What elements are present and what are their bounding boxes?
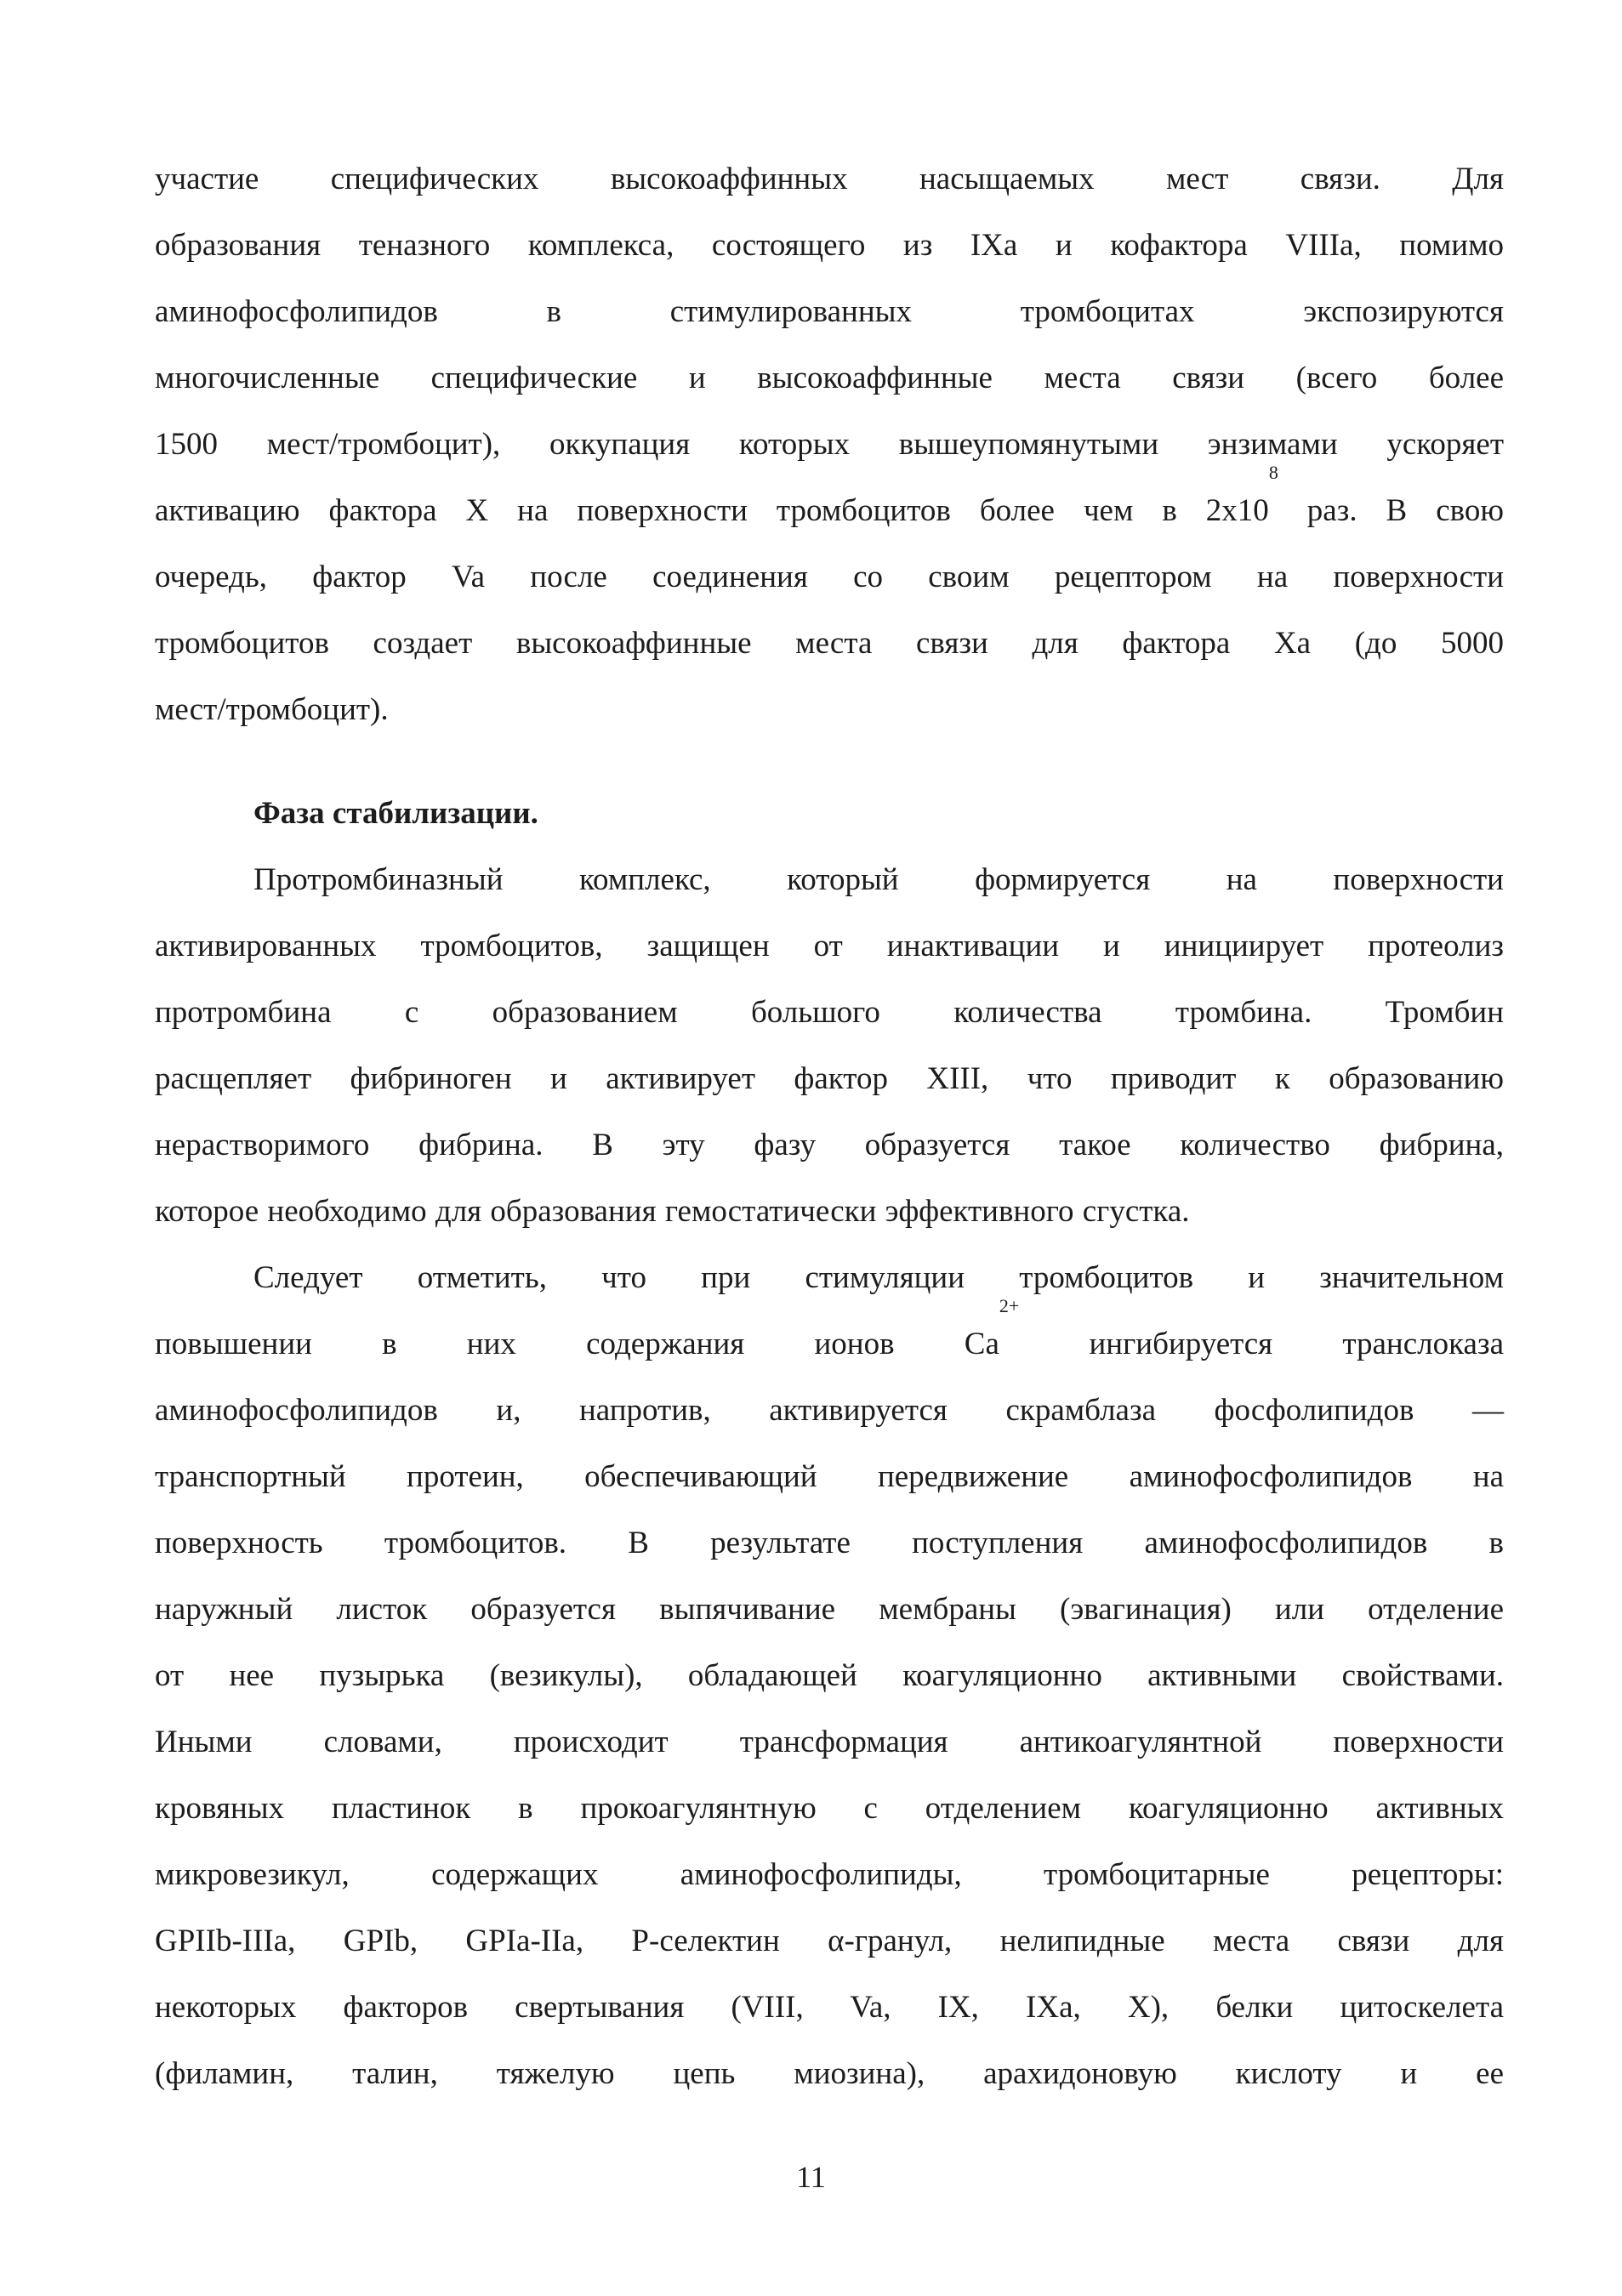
text-line: участие специфических высокоаффинных насыщаемых мест связи. Для [155,162,1504,196]
text-line: аминофосфолипидов и, напротив, активируется скрамблаза фосфолипидов — [155,1393,1504,1428]
text-line: аминофосфолипидов в стимулированных тромбоцитах экспозируются [155,294,1504,329]
paragraph-calcium [155,1245,1504,2107]
page-number: 11 [796,2160,826,2194]
text-segment: ингибируется транслоказа [1019,1327,1505,1361]
text-line: активированных тромбоцитов, защищен от инактивации и инициирует протеолиз [155,929,1504,963]
text-line: расщепляет фибриноген и активирует фактор XIII, что приводит к образованию [155,1061,1504,1096]
text-line: мест/тромбоцит). [155,692,389,727]
text-line: GPIIb-IIIa, GPIb, GPIa-IIa, P-селектин α-гранул, нелипидные места связи для [155,1924,1504,1958]
text-segment: повышении в них содержания ионов Ca [155,1327,999,1361]
text-line: поверхность тромбоцитов. В результате поступления аминофосфолипидов в [155,1526,1504,1560]
section-heading: Фаза стабилизации. [253,796,538,831]
text-segment: активацию фактора X на поверхности тромбоцитов более чем в 2x10 [155,493,1269,528]
text-line: некоторых факторов свертывания (VIII, Va, IX, IXa, X), белки цитоскелета [155,1990,1504,2025]
superscript: 8 [1268,462,1278,483]
text-line: транспортный протеин, обеспечивающий передвижение аминофосфолипидов на [155,1459,1504,1494]
text-line: 1500 мест/тромбоцит), оккупация которых вышеупомянутыми энзимами ускоряет [155,427,1504,462]
text-line: микровезикул, содержащих аминофосфолипиды, тромбоцитарные рецепторы: [155,1857,1504,1892]
superscript: 2+ [999,1295,1020,1316]
paragraph-continued [155,146,1504,743]
text-line: которое необходимо для образования гемостатически эффективного сгустка. [155,1194,1190,1229]
text-line: кровяных пластинок в прокоагулянтную с отделением коагуляционно активных [155,1791,1504,1826]
text-segment: раз. В свою [1278,493,1504,528]
text-line: тромбоцитов создает высокоаффинные места связи для фактора Xa (до 5000 [155,626,1504,661]
text-line: протромбина с образованием большого количества тромбина. Тромбин [155,995,1504,1030]
text-line-with-superscript [155,462,1504,544]
text-line: Протромбиназный комплекс, который формируется на поверхности [253,862,1504,897]
text-line: (филамин, талин, тяжелую цепь миозина), арахидоновую кислоту и ее [155,2056,1504,2091]
text-line: наружный листок образуется выпячивание мембраны (эвагинация) или отделение [155,1592,1504,1627]
text-line: очередь, фактор Va после соединения со своим рецептором на поверхности [155,560,1504,594]
text-line: Следует отметить, что при стимуляции тромбоцитов и значительном [253,1260,1504,1295]
text-line: образования теназного комплекса, состоящего из IXa и кофактора VIIIa, помимо [155,228,1504,263]
text-line: многочисленные специфические и высокоаффинные места связи (всего более [155,361,1504,395]
text-line: от нее пузырька (везикулы), обладающей коагуляционно активными свойствами. [155,1658,1504,1693]
paragraph-stabilization [155,847,1504,1245]
text-line: нерастворимого фибрина. В эту фазу образуется такое количество фибрина, [155,1128,1504,1162]
text-line: Иными словами, происходит трансформация антикоагулянтной поверхности [155,1725,1504,1759]
text-line-with-superscript [155,1295,1505,1378]
